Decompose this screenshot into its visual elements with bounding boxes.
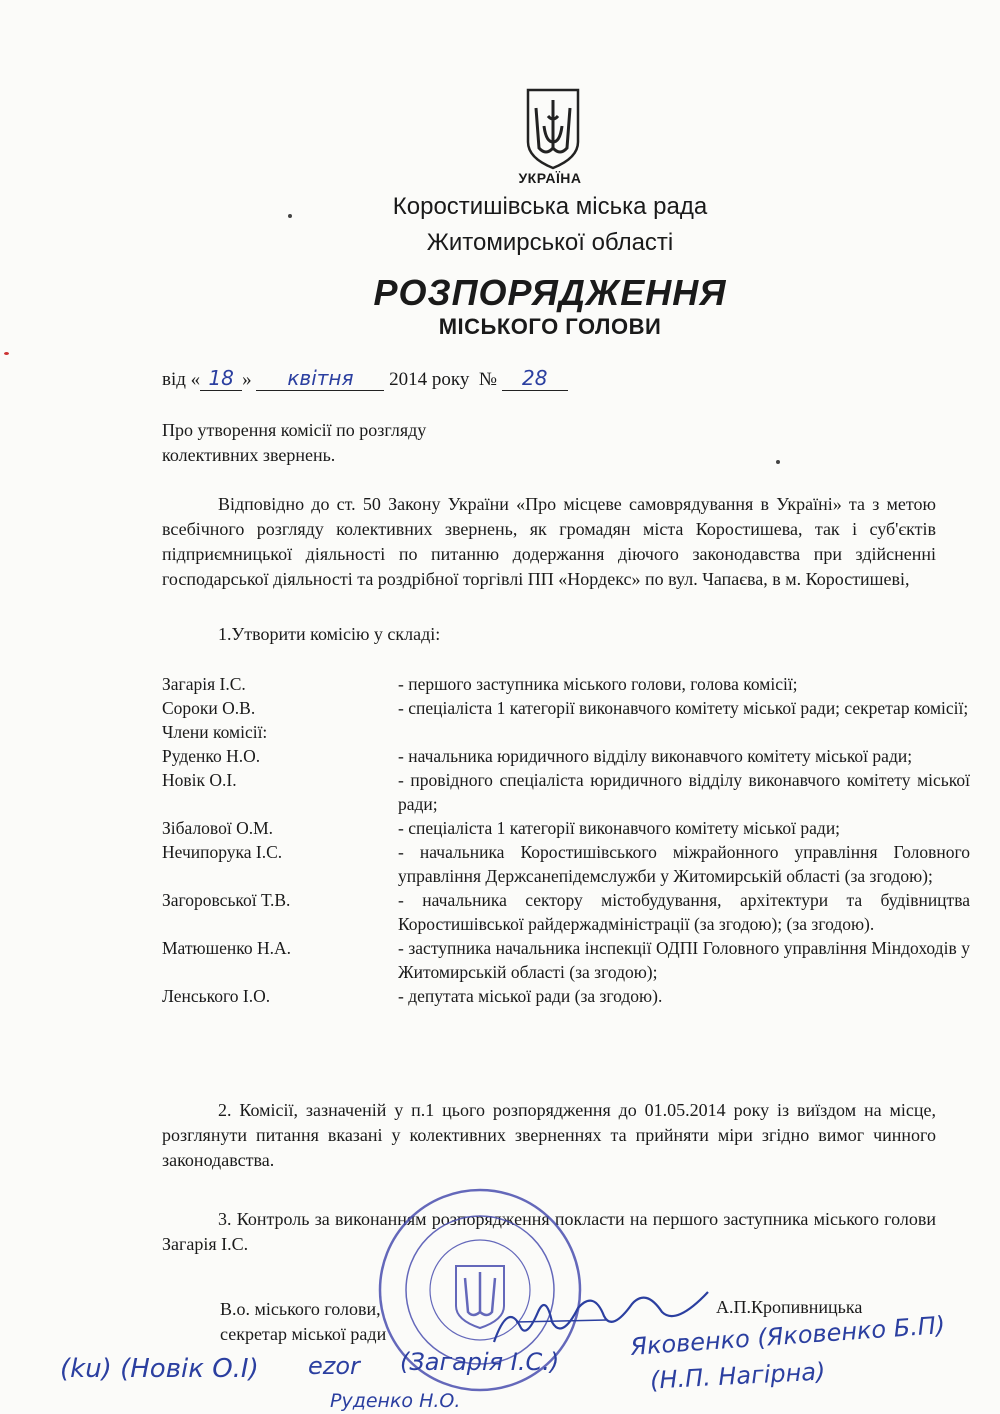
date-year: 2014 року [389, 369, 470, 390]
list-item [162, 840, 970, 888]
member-role: - спеціаліста 1 категорії виконавчого комітету міської ради; секретар комісії; [398, 698, 969, 718]
member-role: - першого заступника міського голови, голова комісії; [398, 674, 798, 694]
members-heading: Члени комісії: [162, 722, 268, 742]
subject-line-2: колективних звернень. [162, 445, 336, 465]
date-mid: » [242, 369, 252, 390]
item-1 [162, 622, 936, 647]
list-item [162, 696, 970, 720]
member-name: Загарія І.С. [162, 674, 246, 694]
member-name: Нечипорука І.С. [162, 842, 283, 862]
item-3-text: 3. Контроль за виконанням розпорядження покласти на першого заступника міського голови Загарія І.С. [162, 1209, 936, 1254]
member-name: Новік О.І. [162, 770, 237, 790]
subject-line-1: Про утворення комісії по розгляду [162, 420, 427, 440]
item-2 [162, 1098, 936, 1173]
scan-speck [4, 352, 9, 355]
item-2-text: 2. Комісії, зазначеній у п.1 цього розпорядження до 01.05.2014 року із виїздом на місце, розглянути питання вказані у колективних зверненнях та прийняти міри згідно вимог чинного законодавства. [162, 1100, 936, 1170]
list-item [162, 984, 970, 1008]
member-name: Матюшенко Н.А. [162, 938, 291, 958]
member-name: Ленського І.О. [162, 986, 271, 1006]
date-prefix: від « [162, 369, 201, 390]
signatory-name: А.П.Кропивницька [716, 1297, 863, 1317]
document-title: РОЗПОРЯДЖЕННЯ [373, 272, 727, 313]
member-role: - начальника юридичного відділу виконавчого комітету міської ради; [398, 746, 913, 766]
date-line [162, 366, 568, 391]
member-role: - начальника сектору містобудування, архітектури та будівництва Коростишівської райдержадміністрації (за згодою); (за згодою). [398, 890, 970, 934]
visa-zagariya: (Загарія І.С.) [400, 1348, 560, 1376]
country-name: УКРАЇНА [518, 170, 582, 186]
member-role: - депутата міської ради (за згодою). [398, 986, 663, 1006]
list-item [162, 816, 970, 840]
member-role: - провідного спеціаліста юридичного відділу виконавчого комітету міської ради; [398, 770, 970, 814]
council-name: Коростишівська міська рада [392, 193, 708, 220]
visa-initials: ezor [308, 1352, 360, 1380]
list-item [162, 768, 970, 816]
visa-nahirna: (Н.П. Нагірна) [649, 1357, 826, 1395]
member-name: Руденко Н.О. [162, 746, 261, 766]
position-line-1: В.о. міського голови, [220, 1299, 381, 1319]
approval-visas [60, 1311, 980, 1414]
position-line-2: секретар міської ради [220, 1324, 387, 1344]
number-sign: № [478, 369, 498, 390]
document-number: 28 [502, 366, 568, 391]
member-name: Загоровської Т.В. [162, 890, 291, 910]
date-day: 18 [200, 366, 242, 391]
list-item [162, 672, 970, 696]
member-name: Сороки О.В. [162, 698, 256, 718]
item-1-text: 1.Утворити комісію у складі: [218, 624, 441, 644]
scan-speck [776, 460, 780, 464]
commission-list [162, 672, 970, 1008]
basis-text: Відповідно до ст. 50 Закону України «Про місцеве самоврядування в Україні» та з метою всебічного розгляду колективних звернень, як громадян міста Коростишева, так і суб'єктів підприємницької діяльності по питанню додержання діючого законодавства при здійсненні господарської діяльності та роздрібної торгівлі ПП «Нордекс» по вул. Чапаєва, в м. Коростишеві, [162, 494, 936, 589]
basis-paragraph [162, 492, 936, 592]
scan-speck [288, 214, 292, 218]
list-item [162, 936, 970, 984]
subject [162, 418, 426, 468]
date-month: квітня [256, 366, 384, 391]
region-name: Житомирської області [426, 229, 674, 256]
member-name: Зібалової О.М. [162, 818, 274, 838]
member-role: - спеціаліста 1 категорії виконавчого комітету міської ради; [398, 818, 841, 838]
visa-yakovenko: Яковенко (Яковенко Б.П) [629, 1311, 946, 1361]
visa-rudenko: Руденко Н.О. [330, 1390, 461, 1412]
list-item [162, 744, 970, 768]
trident-emblem-icon [524, 86, 582, 170]
list-item [162, 888, 970, 936]
member-role: - начальника Коростишівського міжрайонного управління Головного управління Держсанепідемслужби у Житомирській області (за згодою); [398, 842, 970, 886]
document-issuer: МІСЬКОГО ГОЛОВИ [438, 314, 662, 339]
visa-novik: (ku) (Новік О.І) [60, 1354, 259, 1384]
member-role: - заступника начальника інспекції ОДПІ Головного управління Міндоходів у Житомирській області (за згодою); [398, 938, 970, 982]
